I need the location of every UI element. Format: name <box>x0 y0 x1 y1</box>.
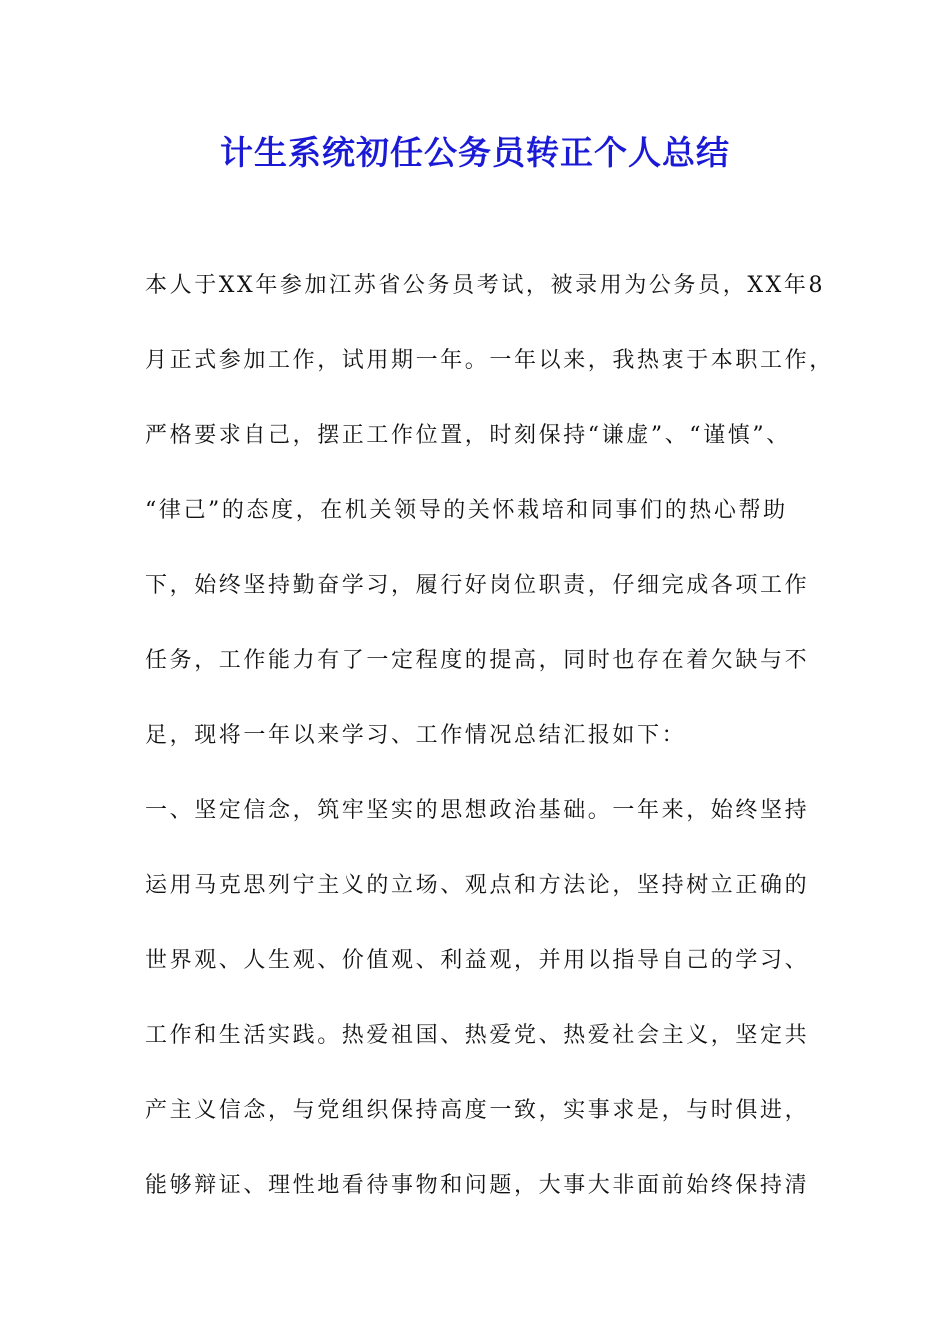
body-line: 运用马克思列宁主义的立场、观点和方法论，坚持树立正确的 <box>145 873 810 898</box>
document-body <box>145 262 834 1237</box>
body-line: 工作和生活实践。热爱祖国、热爱党、热爱社会主义，坚定共 <box>145 1023 810 1048</box>
document-title: 计生系统初任公务员转正个人总结 <box>220 133 730 172</box>
body-line: 严格要求自己，摆正工作位置，时刻保持“谦虚”、“谨慎”、 <box>145 423 791 448</box>
body-line: 产主义信念，与党组织保持高度一致，实事求是，与时俱进， <box>145 1098 810 1123</box>
body-line: 一、坚定信念，筑牢坚实的思想政治基础。一年来，始终坚持 <box>145 798 810 823</box>
body-line: 世界观、人生观、价值观、利益观，并用以指导自己的学习、 <box>145 948 810 973</box>
body-line: “律己”的态度，在机关领导的关怀栽培和同事们的热心帮助 <box>145 498 788 523</box>
body-line: 下，始终坚持勤奋学习，履行好岗位职责，仔细完成各项工作 <box>145 573 810 598</box>
body-line: 足，现将一年以来学习、工作情况总结汇报如下： <box>145 723 687 748</box>
body-line: 任务，工作能力有了一定程度的提高，同时也存在着欠缺与不 <box>145 648 810 673</box>
body-line: 本人于XX年参加江苏省公务员考试，被录用为公务员，XX年8 <box>145 273 826 298</box>
body-line: 能够辩证、理性地看待事物和问题，大事大非面前始终保持清 <box>145 1173 810 1198</box>
body-line: 月正式参加工作，试用期一年。一年以来，我热衷于本职工作， <box>145 348 834 373</box>
